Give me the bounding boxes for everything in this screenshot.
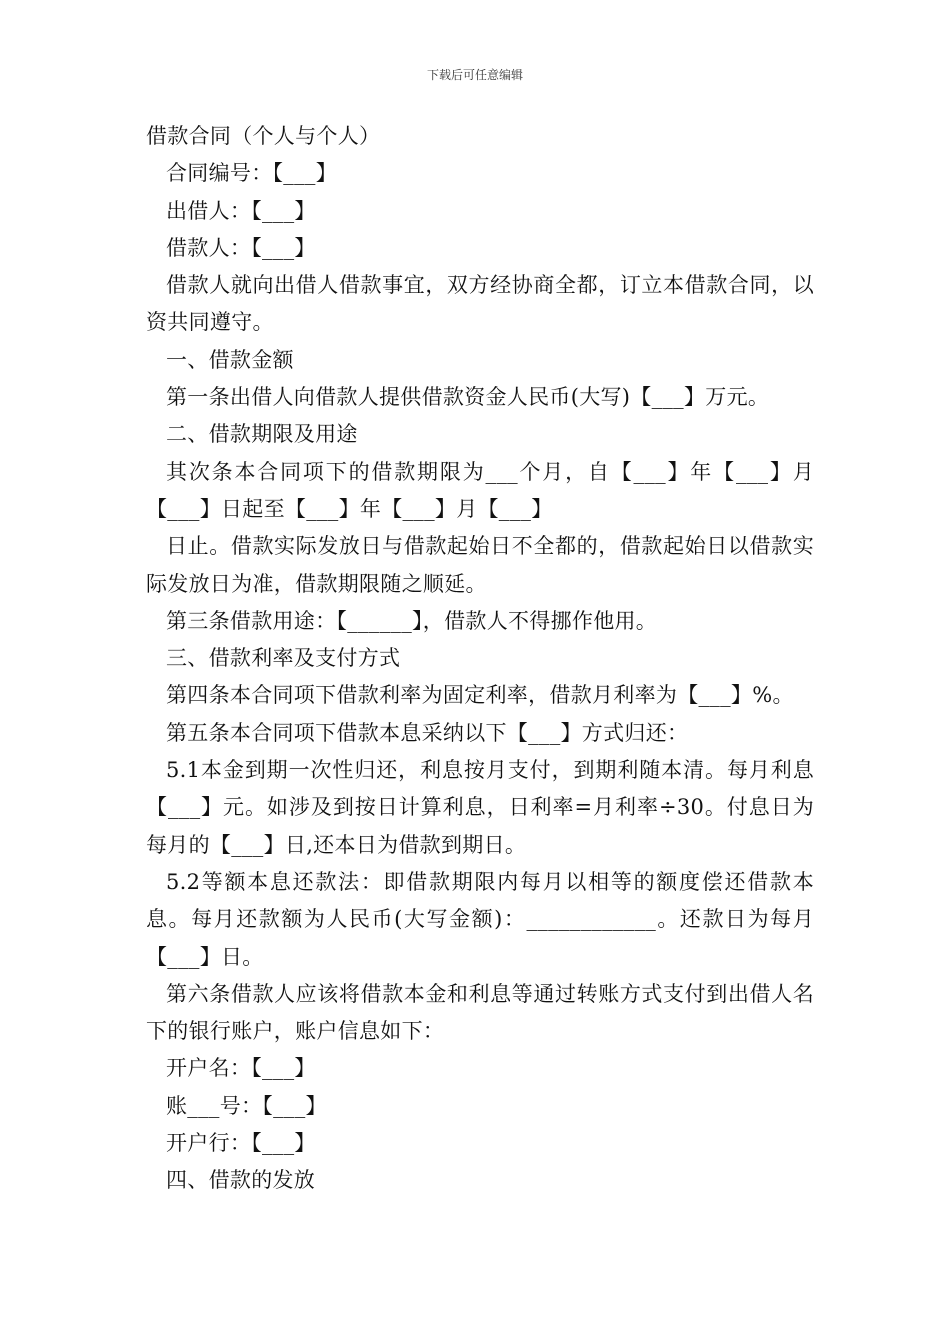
section-heading-amount: 一、借款金额: [166, 347, 294, 372]
account-number-line: 账___号：【___】: [166, 1093, 327, 1118]
section-heading-term: 二、借款期限及用途: [166, 422, 358, 447]
header-note: 下载后可任意编辑: [426, 68, 523, 82]
document-body: [146, 118, 814, 1200]
article-1: 第一条出借人向借款人提供借款资金人民币(大写)【___】万元。: [166, 385, 770, 410]
account-bank-line: 开户行：【___】: [166, 1131, 316, 1156]
article-6: 第六条借款人应该将借款本金和利息等通过转账方式支付到出借人名下的银行账户，账户信息如下：: [146, 981, 814, 1044]
clause-5-2: 5.2等额本息还款法：即借款期限内每月以相等的额度偿还借款本息。每月还款额为人民币(大写金额)：____________。还款日为每月【___】日。: [146, 869, 814, 969]
contract-number-line: 合同编号：【___】: [166, 161, 337, 186]
article-2: 其次条本合同项下的借款期限为___个月，自【___】年【___】月【___】日起至【___】年【___】月【___】: [146, 459, 814, 521]
preamble-paragraph: 借款人就向出借人借款事宜，双方经协商全都，订立本借款合同，以资共同遵守。: [146, 273, 814, 335]
article-4: 第四条本合同项下借款利率为固定利率，借款月利率为【___】%。: [166, 683, 794, 708]
document-title: 借款合同（个人与个人）: [146, 124, 381, 148]
article-2-continued: 日止。借款实际发放日与借款起始日不全都的，借款起始日以借款实际发放日为准，借款期限随之顺延。: [146, 534, 814, 596]
article-5: 第五条本合同项下借款本息采纳以下【___】方式归还：: [166, 720, 689, 745]
clause-5-1: 5.1本金到期一次性归还，利息按月支付，到期利随本清。每月利息【___】元。如涉及到按日计算利息，日利率=月利率÷30。付息日为每月的【___】日,还本日为借款到期日。: [146, 758, 814, 857]
lender-line: 出借人：【___】: [166, 198, 316, 223]
article-3: 第三条借款用途：【______】，借款人不得挪作他用。: [166, 608, 658, 633]
section-heading-disbursement: 四、借款的发放: [166, 1168, 316, 1193]
account-name-line: 开户名：【___】: [166, 1056, 316, 1081]
section-heading-interest: 三、借款利率及支付方式: [166, 646, 401, 671]
borrower-line: 借款人：【___】: [166, 235, 316, 260]
